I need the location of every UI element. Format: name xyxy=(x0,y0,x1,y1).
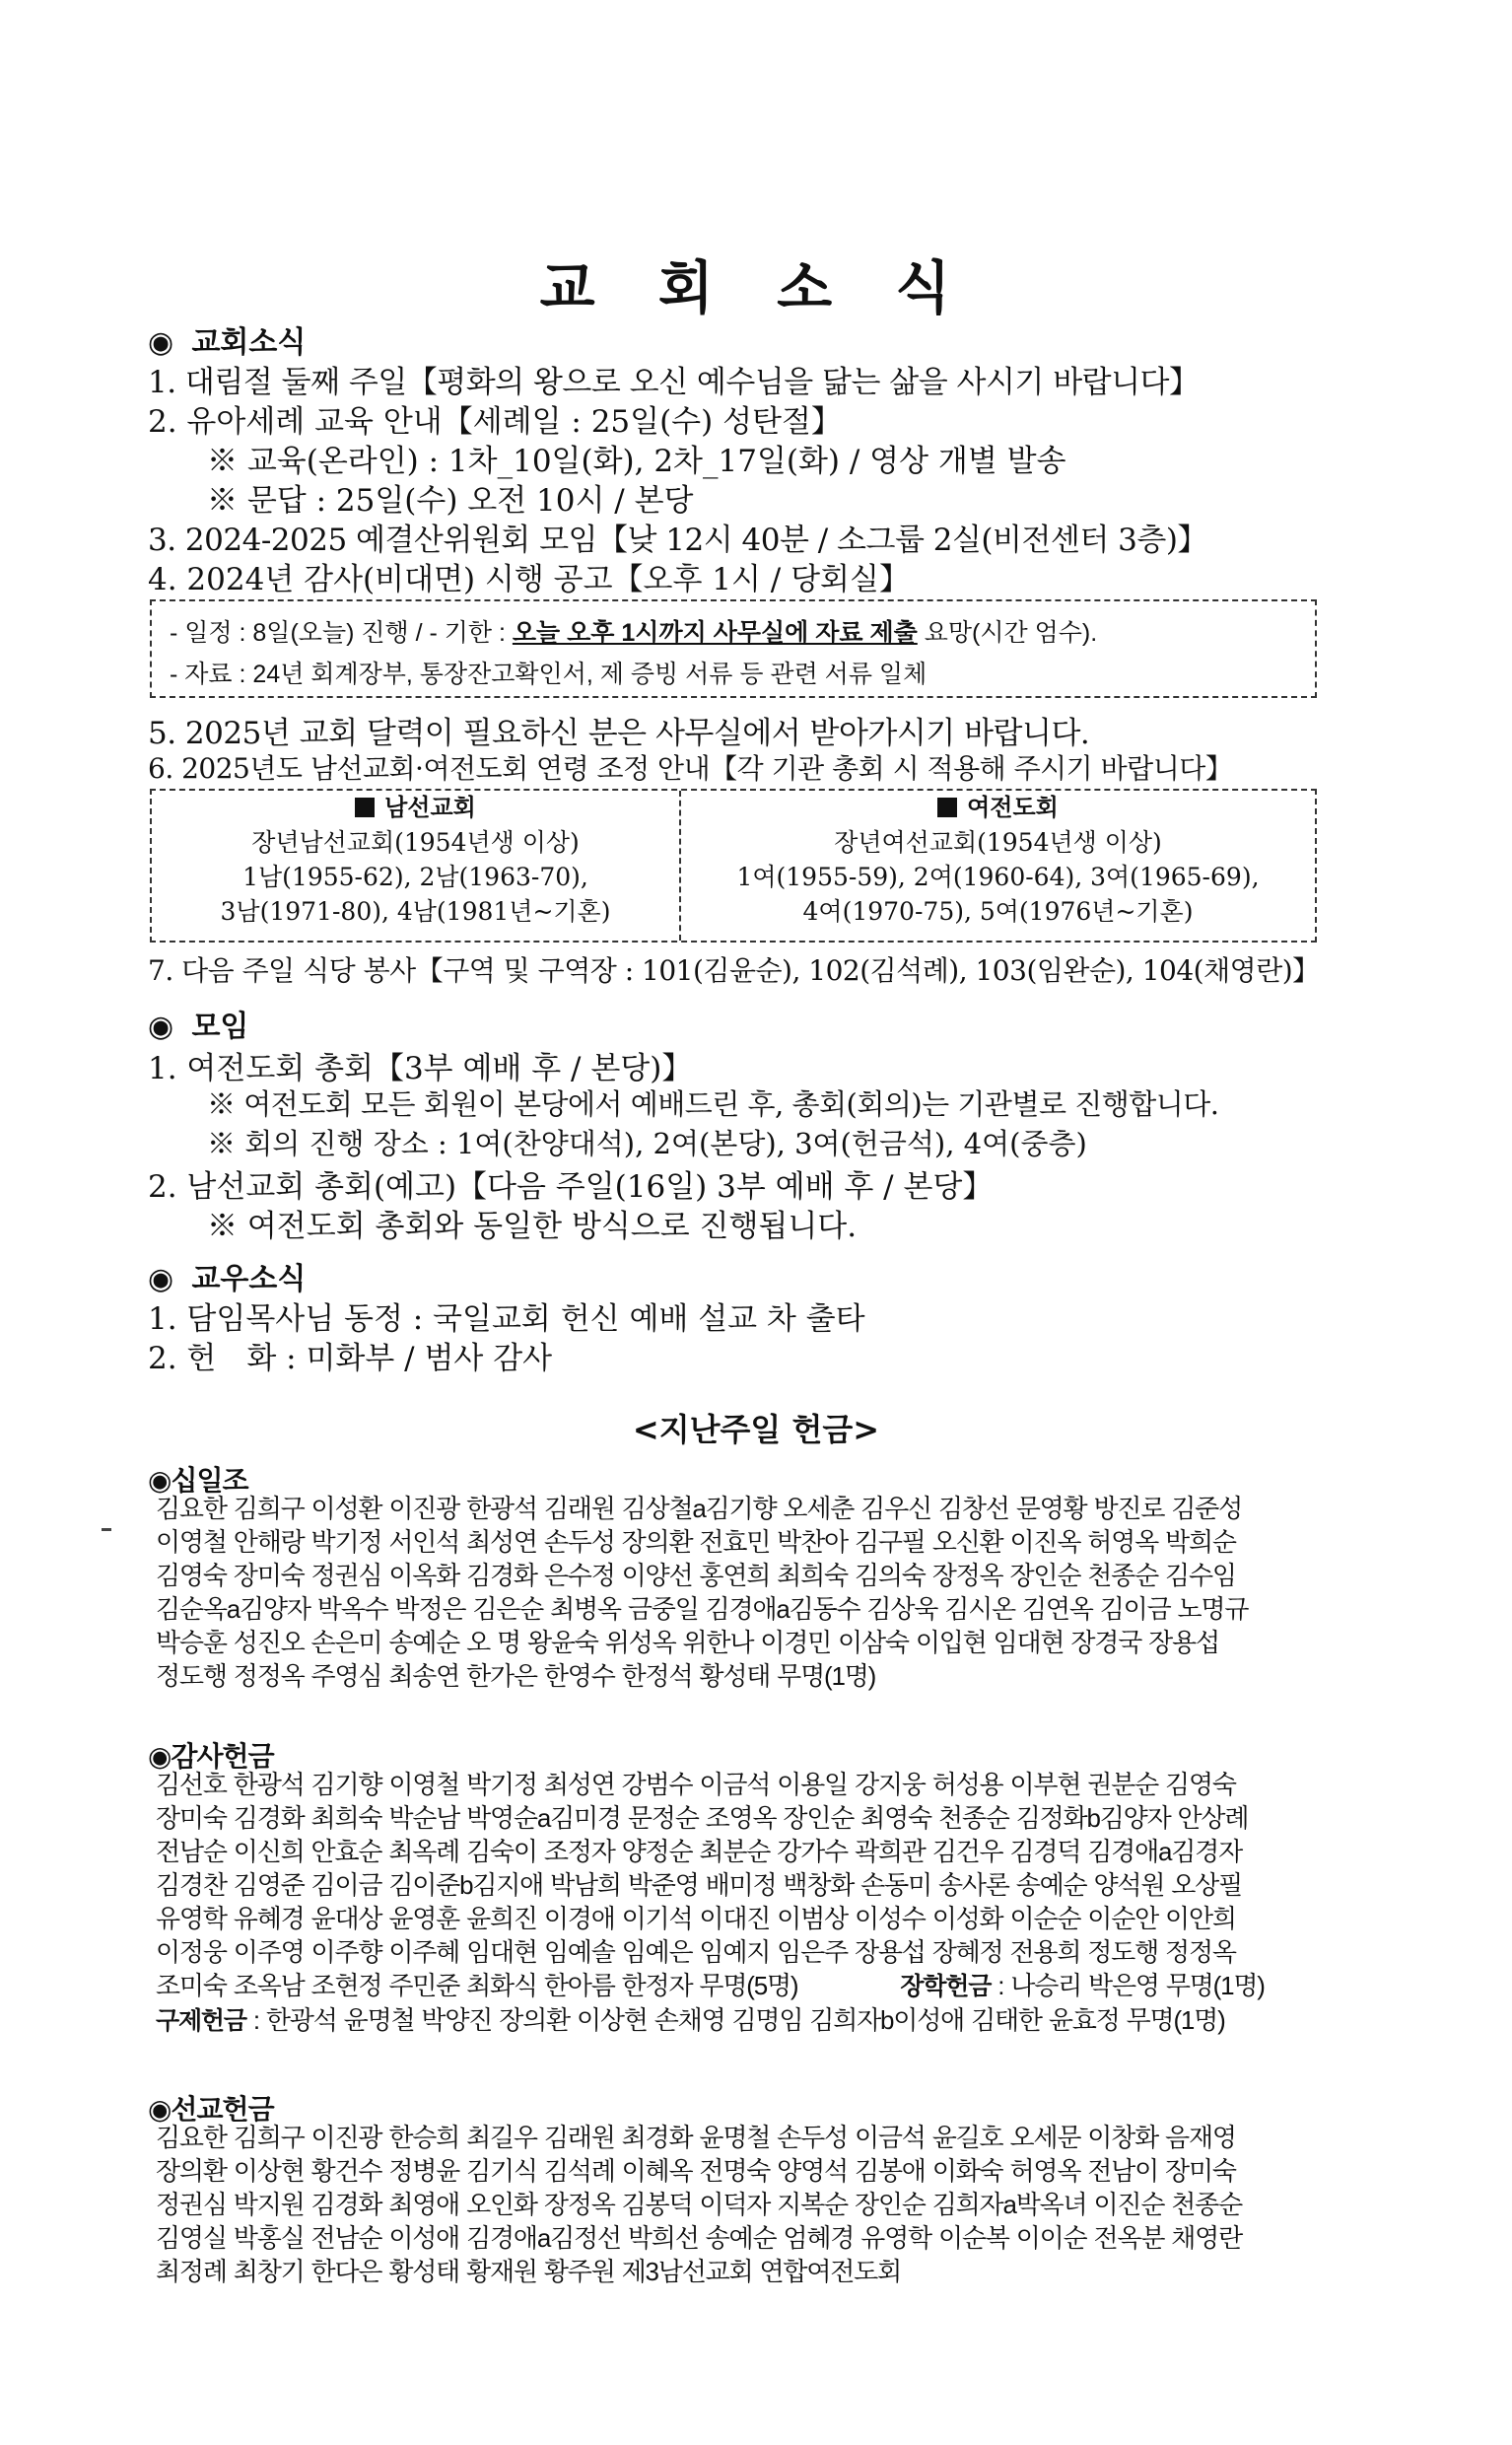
mission-offering-names xyxy=(156,2121,1329,2288)
section-label: 모임 xyxy=(191,1010,249,1044)
news-item-2-note-b: ※ 문답 : 25일(수) 오전 10시 / 본당 xyxy=(207,483,694,519)
meeting-item-2-note: ※ 여전도회 총회와 동일한 방식으로 진행됩니다. xyxy=(207,1209,858,1244)
news-item-5: 5. 2025년 교회 달력이 필요하신 분은 사무실에서 받아가시기 바랍니다. xyxy=(148,716,1090,751)
name-line: 김영숙 장미숙 정권심 이옥화 김경화 은수정 이양선 홍연희 최희숙 김의숙 장정옥 장인순 천종순 김수임 xyxy=(156,1561,1236,1590)
women-mission-header: 여전도회 xyxy=(681,791,1315,825)
scholarship-offering-names: : 나승리 박은영 무명(1명) xyxy=(991,1971,1265,2000)
name-line: 정권심 박지원 김경화 최영애 오인화 장정옥 김봉덕 이덕자 지복순 장인순 김희자a박옥녀 이진순 천종순 xyxy=(156,2190,1243,2219)
scholarship-offering-label: 장학헌금 xyxy=(900,1972,992,2000)
name-line: 김경찬 김영준 김이금 김이준b김지애 박남희 박준영 배미정 백창화 손동미 송사론 송예순 양석원 오상필 xyxy=(156,1870,1243,1900)
meeting-item-2: 2. 남선교회 총회(예고)【다음 주일(16일) 3부 예배 후 / 본당】 xyxy=(148,1169,994,1205)
news-item-7: 7. 다음 주일 식당 봉사【구역 및 구역장 : 101(김윤순), 102(김석례), 103(임완순), 104(채영란)】 xyxy=(148,954,1320,987)
page-title: 교 회 소 식 xyxy=(539,254,973,321)
section-heading-meetings xyxy=(148,1002,248,1045)
name-line: 이영철 안해랑 박기정 서인석 최성연 손두성 장의환 전효민 박찬아 김구필 오신환 이진옥 허영옥 박희순 xyxy=(156,1527,1236,1557)
section-label: 교회소식 xyxy=(191,325,307,360)
thanks-offering-heading: ◉감사헌금 xyxy=(148,1740,274,1773)
women-mission-row: 장년여선교회(1954년생 이상) xyxy=(834,828,1162,857)
member-news-item-1: 1. 담임목사님 동정 : 국일교회 헌신 예배 설교 차 출타 xyxy=(148,1301,865,1337)
women-mission-row: 4여(1970-75), 5여(1976년~기혼) xyxy=(802,897,1194,926)
name-line xyxy=(156,2003,1329,2038)
audit-materials-line: - 자료 : 24년 회계장부, 통장잔고확인서, 제 증빙 서류 등 관련 서류 일체 xyxy=(170,661,928,688)
stray-mark xyxy=(102,1528,111,1531)
name-line: 김순옥a김양자 박옥수 박정은 김은순 최병옥 금중일 김경애a김동수 김상욱 김시온 김연옥 김이금 노명규 xyxy=(156,1594,1249,1624)
mission-offering-heading: ◉선교헌금 xyxy=(148,2093,274,2126)
news-item-3: 3. 2024-2025 예결산위원회 모임【낮 12시 40분 / 소그룹 2실(비전센터 3층)】 xyxy=(148,523,1207,558)
name-line: 조미숙 조옥남 조현정 주민준 최화식 한아름 한정자 무명(5명) 장학헌금 : 나승리 박은영 무명(1명) xyxy=(156,1971,1265,2000)
offering-heading: <지난주일 헌금> xyxy=(632,1411,880,1448)
meeting-item-1-note-b: ※ 회의 진행 장소 : 1여(찬양대석), 2여(본당), 3여(헌금석), 4여(중층) xyxy=(207,1127,1087,1160)
name-line: 이정웅 이주영 이주향 이주혜 임대현 임예솔 임예은 임예지 임은주 장용섭 장혜정 전용희 정도행 정정옥 xyxy=(156,1937,1236,1967)
circle-bullet-icon: ◉ xyxy=(148,1010,174,1044)
age-adjustment-table xyxy=(150,789,1317,943)
relief-offering-names: : 한광석 윤명철 박양진 장의환 이상현 손채영 김명임 김희자b이성애 김태한 윤효정 무명(1명) xyxy=(245,2005,1225,2035)
thanks-offering-names xyxy=(156,1768,1329,2038)
name-line: 김요한 김희구 이성환 이진광 한광석 김래원 김상철a김기향 오세춘 김우신 김창선 문영황 방진로 김준성 xyxy=(156,1494,1243,1523)
name-line: 김요한 김희구 이진광 한승희 최길우 김래원 최경화 윤명철 손두성 이금석 윤길호 오세문 이창화 음재영 xyxy=(156,2123,1236,2152)
name-line: 김영실 박홍실 전남순 이성애 김경애a김정선 박희선 송예순 엄혜경 유영학 이순복 이이순 전옥분 채영란 xyxy=(156,2223,1243,2253)
name-line: 최정례 최창기 한다은 황성태 황재원 황주원 제3남선교회 연합여전도회 xyxy=(156,2257,901,2286)
black-square-icon xyxy=(937,798,957,817)
name-line: 유영학 유혜경 윤대상 윤영훈 윤희진 이경애 이기석 이대진 이범상 이성수 이성화 이순순 이순안 이안희 xyxy=(156,1904,1236,1933)
men-mission-header: 남선교회 xyxy=(152,791,679,825)
audit-schedule-line: - 일정 : 8일(오늘) 진행 / - 기한 : 오늘 오후 1시까지 사무실에 자료 제출 요망(시간 엄수). xyxy=(170,619,1098,647)
circle-bullet-icon: ◉ xyxy=(148,325,174,360)
section-heading-church-news xyxy=(148,317,306,361)
men-mission-row: 3남(1971-80), 4남(1981년~기혼) xyxy=(220,897,611,926)
name-line: 전남순 이신희 안효순 최옥례 김숙이 조정자 양정순 최분순 강가수 곽희관 김건우 김경덕 김경애a김경자 xyxy=(156,1837,1243,1866)
name-line: 김선호 한광석 김기향 이영철 박기정 최성연 강범수 이금석 이용일 강지웅 허성용 이부현 권분순 김영숙 xyxy=(156,1770,1236,1799)
meeting-item-1-note-a: ※ 여전도회 모든 회원이 본당에서 예배드린 후, 총회(회의)는 기관별로 진행합니다. xyxy=(207,1087,1219,1121)
men-mission-column xyxy=(152,791,681,941)
member-news-item-2: 2. 헌 화 : 미화부 / 범사 감사 xyxy=(148,1341,553,1376)
news-item-6: 6. 2025년도 남선교회·여전도회 연령 조정 안내【각 기관 총회 시 적용해 주시기 바랍니다】 xyxy=(148,752,1233,785)
name-line: 장미숙 김경화 최희숙 박순남 박영순a김미경 문정순 조영옥 장인순 최영숙 천종순 김정화b김양자 안상례 xyxy=(156,1803,1249,1833)
circle-bullet-icon: ◉ xyxy=(148,1262,174,1296)
news-item-2-note-a: ※ 교육(온라인) : 1차_10일(화), 2차_17일(화) / 영상 개별 발송 xyxy=(207,444,1066,479)
section-label: 교우소식 xyxy=(191,1262,307,1296)
news-item-2: 2. 유아세례 교육 안내【세례일 : 25일(수) 성탄절】 xyxy=(148,404,842,440)
men-mission-row: 1남(1955-62), 2남(1963-70), xyxy=(242,863,588,891)
name-line: 박승훈 성진오 손은미 송예순 오 명 왕윤숙 위성옥 위한나 이경민 이삼숙 이입현 임대현 장경국 장용섭 xyxy=(156,1628,1219,1657)
tithe-heading: ◉십일조 xyxy=(148,1464,248,1497)
name-line: 장의환 이상현 황건수 정병윤 김기식 김석례 이혜옥 전명숙 양영석 김봉애 이화숙 허영옥 전남이 장미숙 xyxy=(156,2156,1236,2186)
news-item-1: 1. 대림절 둘째 주일【평화의 왕으로 오신 예수님을 닮는 삶을 사시기 바랍니다】 xyxy=(148,365,1200,400)
deadline-emphasis: 오늘 오후 1시까지 사무실에 자료 제출 xyxy=(512,619,918,647)
meeting-item-1: 1. 여전도회 총회【3부 예배 후 / 본당)】 xyxy=(148,1051,693,1086)
tithe-names xyxy=(156,1492,1329,1693)
women-mission-row: 1여(1955-59), 2여(1960-64), 3여(1965-69), xyxy=(736,863,1260,891)
black-square-icon xyxy=(355,798,375,817)
section-heading-member-news xyxy=(148,1254,306,1297)
audit-notice-box xyxy=(150,599,1317,698)
women-mission-column xyxy=(681,791,1315,941)
men-mission-row: 장년남선교회(1954년생 이상) xyxy=(251,828,580,857)
relief-offering-label: 구제헌금 xyxy=(156,2006,246,2035)
name-line: 정도행 정정옥 주영심 최송연 한가은 한영수 한정석 황성태 무명(1명) xyxy=(156,1661,876,1691)
news-item-4: 4. 2024년 감사(비대면) 시행 공고【오후 1시 / 당회실】 xyxy=(148,562,910,597)
